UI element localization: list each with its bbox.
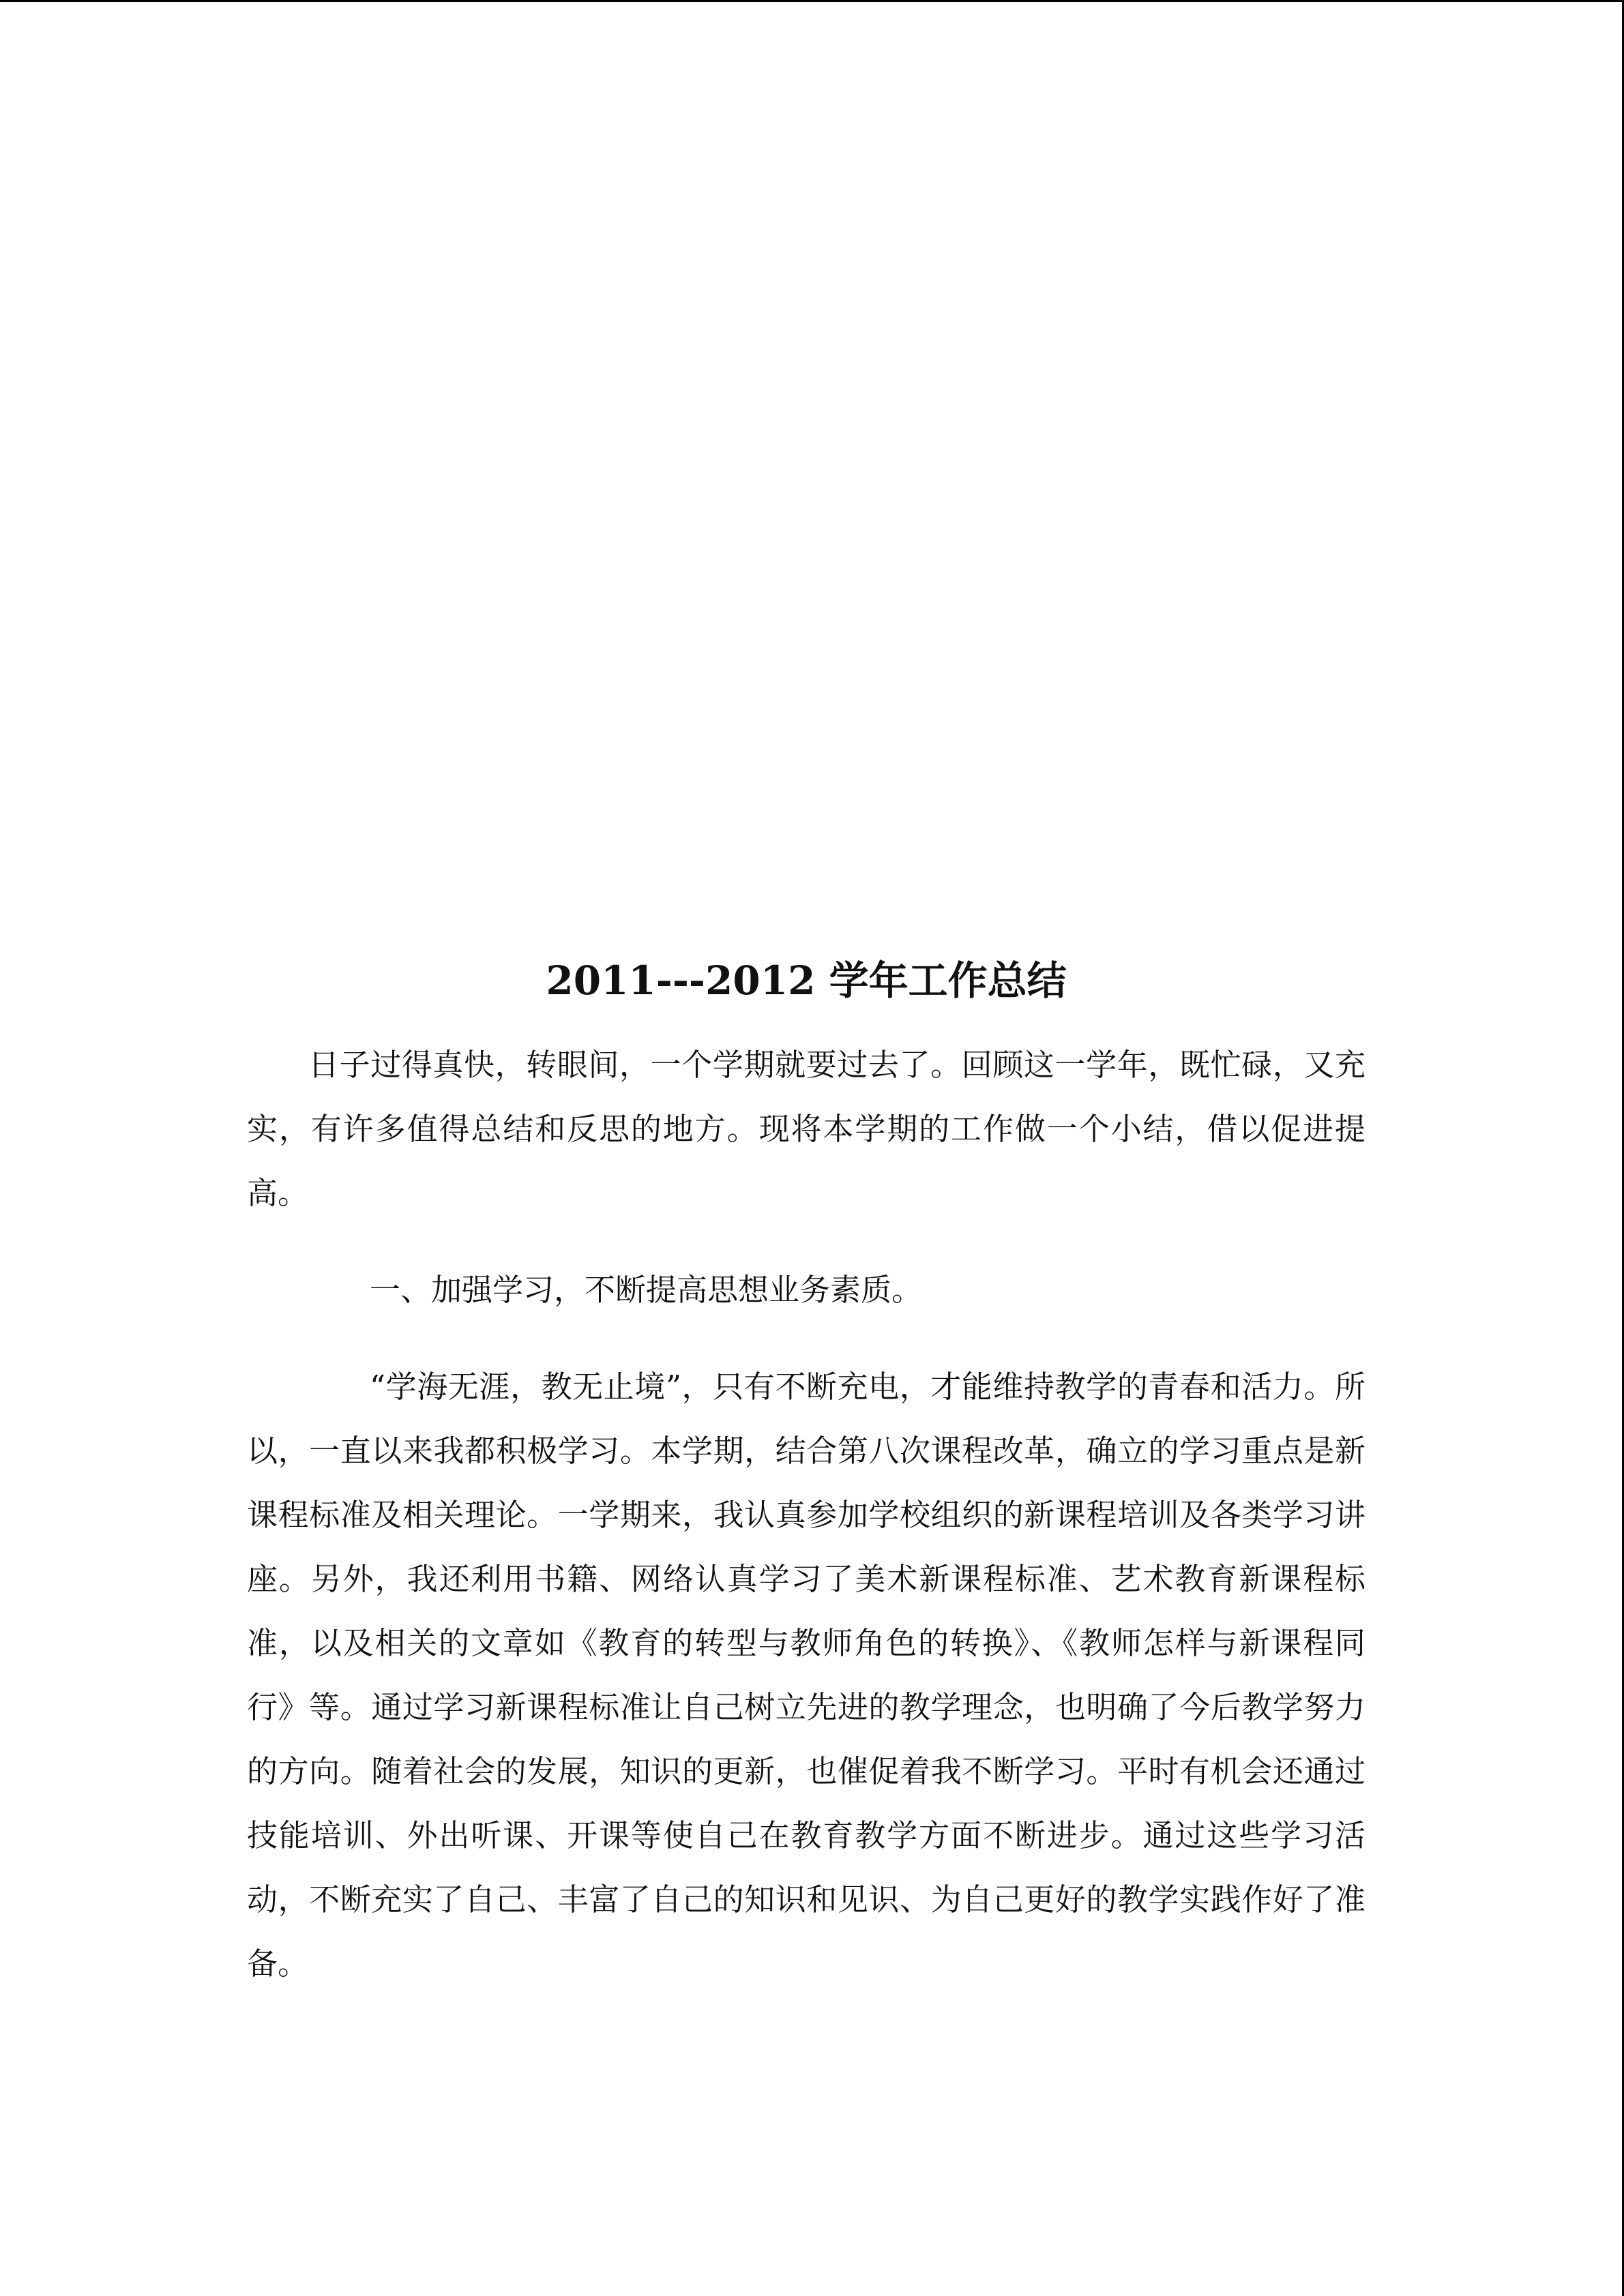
intro-paragraph: 日子过得真快，转眼间，一个学期就要过去了。回顾这一学年，既忙碌，又充实，有许多值得总结和反思的地方。现将本学期的工作做一个小结，借以促进提高。 [247, 1047, 1365, 1211]
document-title: 2011---2012 学年工作总结 [546, 957, 1067, 1004]
document-content [247, 950, 1365, 1996]
body-paragraph: “学海无涯，教无止境”，只有不断充电，才能维持教学的青春和活力。所以，一直以来我都积极学习。本学期，结合第八次课程改革，确立的学习重点是新课程标准及相关理论。一学期来，我认真参加学校组织的新课程培训及各类学习讲座。另外，我还利用书籍、网络认真学习了美术新课程标准、艺术教育新课程标准，以及相关的文章如《教育的转型与教师角色的转换》、《教师怎样与新课程同行》等。通过学习新课程标准让自己树立先进的教学理念，也明确了今后教学努力的方向。随着社会的发展，知识的更新，也催促着我不断学习。平时有机会还通过技能培训、外出听课、开课等使自己在教育教学方面不断进步。通过这些学习活动，不断充实了自己、丰富了自己的知识和见识、为自己更好的教学实践作好了准备。 [247, 1369, 1365, 1982]
section-heading: 一、加强学习，不断提高思想业务素质。 [370, 1272, 923, 1308]
